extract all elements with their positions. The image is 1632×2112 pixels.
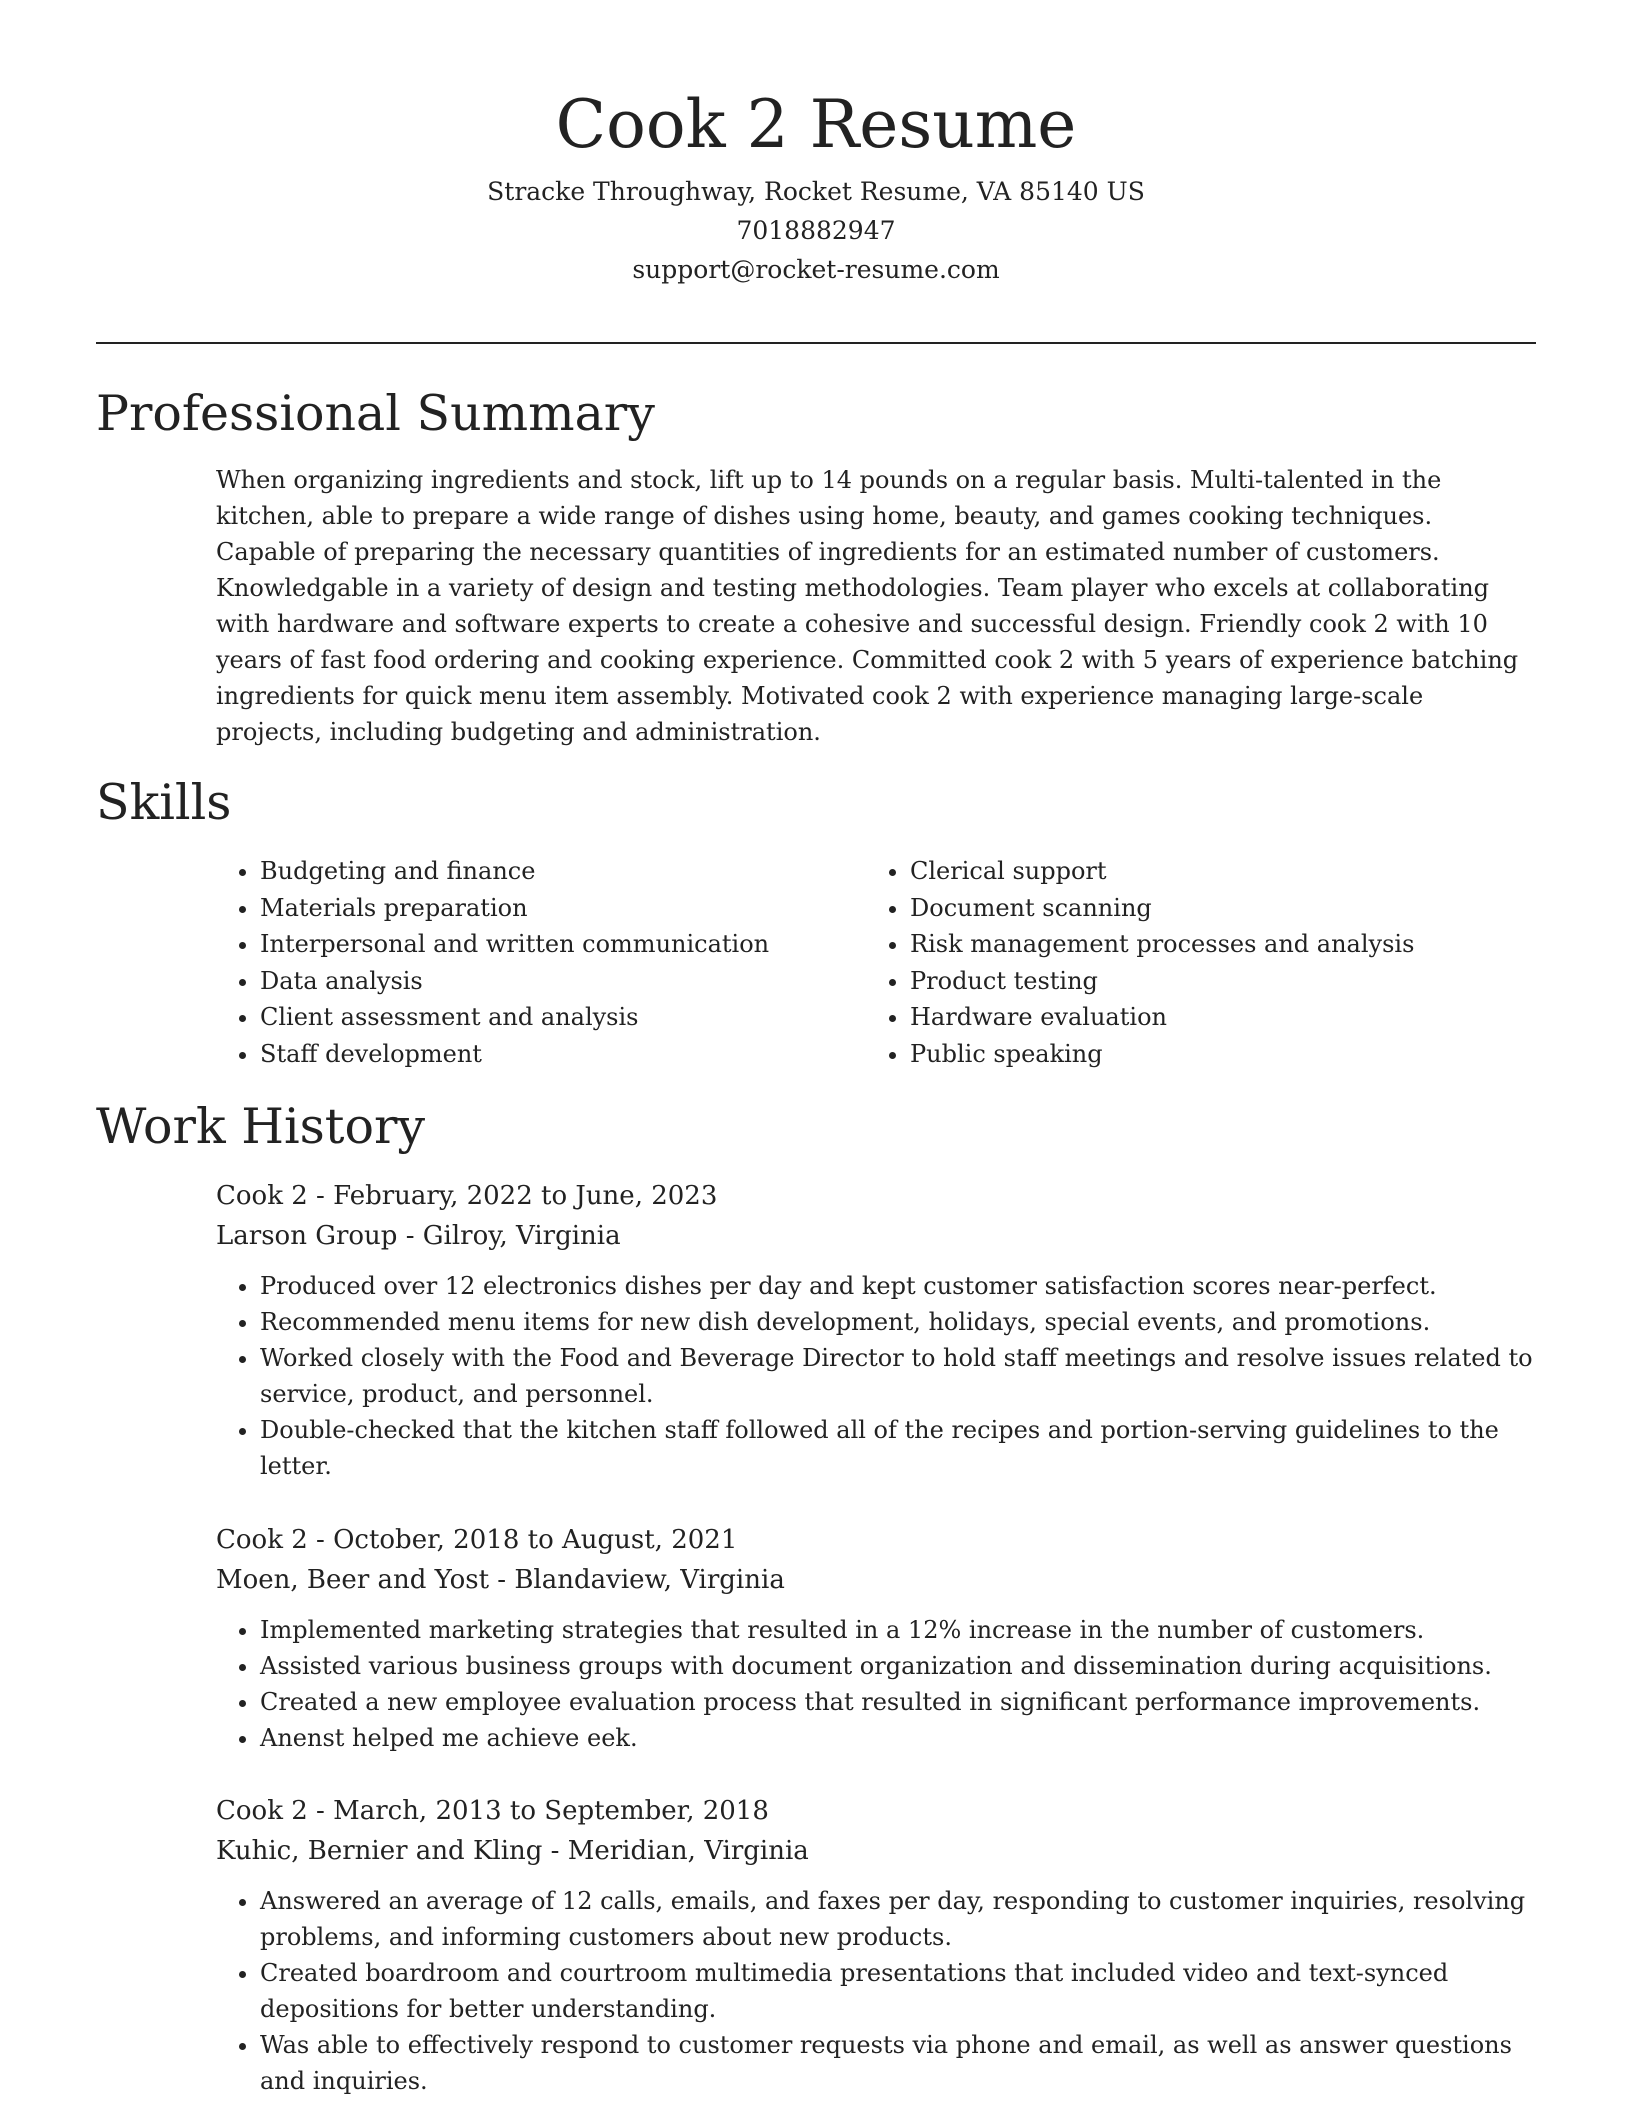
skill-item: • Product testing bbox=[910, 963, 1510, 1000]
skills-column-2 bbox=[866, 853, 1510, 1072]
job-duty: • Answered an average of 12 calls, emails, and faxes per day, responding to customer inquiries, resolving problems, and informing customers about new products. bbox=[260, 1883, 1536, 1955]
skill-item: • Clerical support bbox=[910, 853, 1510, 890]
skill-item: • Document scanning bbox=[910, 890, 1510, 927]
job-duty: • Anenst helped me achieve eek. bbox=[260, 1720, 1536, 1756]
job-duties bbox=[216, 1268, 1536, 1484]
skill-item: • Risk management processes and analysis bbox=[910, 926, 1510, 963]
job-duty: • Created a new employee evaluation process that resulted in significant performance improvements. bbox=[260, 1684, 1536, 1720]
job-title: Cook 2 - February, 2022 to June, 2023 bbox=[216, 1181, 718, 1211]
contact-address: Stracke Throughway, Rocket Resume, VA 85140 US bbox=[487, 177, 1145, 206]
job-duty: • Double-checked that the kitchen staff followed all of the recipes and portion-serving guidelines to the letter. bbox=[260, 1412, 1536, 1484]
header-divider bbox=[96, 342, 1536, 344]
skill-item: • Materials preparation bbox=[260, 890, 860, 927]
skill-item: • Data analysis bbox=[260, 963, 860, 1000]
job-duty: • Implemented marketing strategies that resulted in a 12% increase in the number of customers. bbox=[260, 1612, 1536, 1648]
job-title: Cook 2 - October, 2018 to August, 2021 bbox=[216, 1525, 738, 1555]
skill-item: • Staff development bbox=[260, 1036, 860, 1073]
contact-phone: 7018882947 bbox=[736, 216, 896, 245]
job-duty: • Was able to effectively respond to customer requests via phone and email, as well as answer questions and inquiries. bbox=[260, 2027, 1536, 2099]
job-entry bbox=[216, 1791, 1536, 2099]
job-duty: • Produced over 12 electronics dishes per day and kept customer satisfaction scores near-perfect. bbox=[260, 1268, 1536, 1304]
contact-email: support@rocket-resume.com bbox=[632, 255, 1000, 284]
job-duty: • Recommended menu items for new dish development, holidays, special events, and promotions. bbox=[260, 1304, 1536, 1340]
job-title: Cook 2 - March, 2013 to September, 2018 bbox=[216, 1796, 769, 1826]
summary-heading: Professional Summary bbox=[96, 385, 655, 442]
skill-item: • Budgeting and finance bbox=[260, 853, 860, 890]
resume-title: Cook 2 Resume bbox=[555, 86, 1077, 163]
skill-item: • Public speaking bbox=[910, 1036, 1510, 1073]
job-duty: • Created boardroom and courtroom multimedia presentations that included video and text-synced depositions for better understanding. bbox=[260, 1955, 1536, 2027]
skills-heading: Skills bbox=[96, 774, 232, 831]
job-duties bbox=[216, 1883, 1536, 2099]
job-duty: • Worked closely with the Food and Beverage Director to hold staff meetings and resolve issues related to service, product, and personnel. bbox=[260, 1340, 1536, 1412]
resume-header bbox=[0, 80, 1632, 289]
summary-text: When organizing ingredients and stock, lift up to 14 pounds on a regular basis. Multi-talented in the kitchen, able to prepare a wide range of dishes using home, beauty, and games cooking techniques. Capable of preparing the necessary quantities of ingredients for an estimated number of customers. Knowledgable in a variety of design and testing methodologies. Team player who excels at collaborating with hardware and software experts to create a cohesive and successful design. Friendly cook 2 with 10 years of fast food ordering and cooking experience. Committed cook 2 with 5 years of experience batching ingredients for quick menu item assembly. Motivated cook 2 with experience managing large-scale projects, including budgeting and administration. bbox=[216, 466, 1519, 746]
job-duties bbox=[216, 1612, 1536, 1756]
job-duty: • Assisted various business groups with document organization and dissemination during acquisitions. bbox=[260, 1648, 1536, 1684]
skills-column-1 bbox=[216, 853, 860, 1072]
job-entry bbox=[216, 1520, 1536, 1756]
job-entry bbox=[216, 1176, 1536, 1484]
skill-item: • Interpersonal and written communication bbox=[260, 926, 860, 963]
skill-item: • Client assessment and analysis bbox=[260, 999, 860, 1036]
job-employer: Kuhic, Bernier and Kling - Meridian, Virginia bbox=[216, 1836, 809, 1866]
job-employer: Moen, Beer and Yost - Blandaview, Virginia bbox=[216, 1565, 785, 1595]
job-employer: Larson Group - Gilroy, Virginia bbox=[216, 1221, 621, 1251]
work-history-heading: Work History bbox=[96, 1098, 426, 1155]
skill-item: • Hardware evaluation bbox=[910, 999, 1510, 1036]
